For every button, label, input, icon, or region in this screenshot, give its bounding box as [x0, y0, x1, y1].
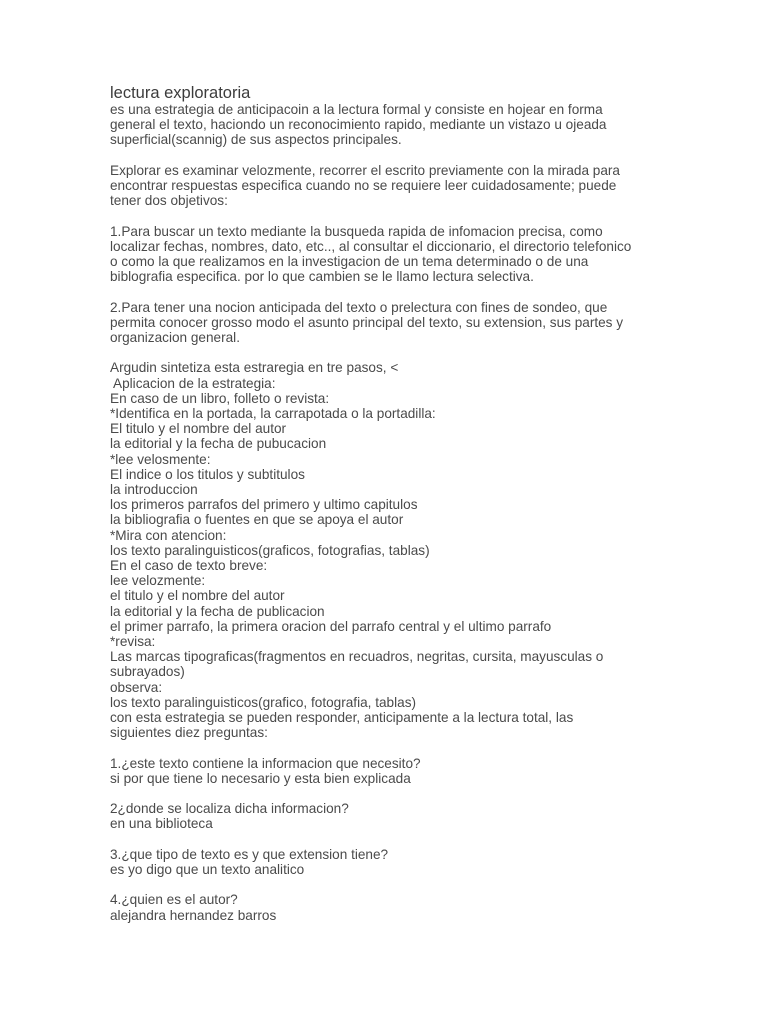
pregunta-3 [110, 847, 750, 877]
text-line: los texto paralinguisticos(grafico, fotografia, tablas) [110, 694, 417, 710]
objetivo-2-paragraph [110, 300, 750, 346]
text-line: el titulo y el nombre del autor [110, 588, 285, 604]
text-line: El titulo y el nombre del autor [110, 421, 287, 437]
intro-paragraph [110, 102, 750, 148]
answer-text: en una biblioteca [110, 816, 213, 832]
question-text: 4.¿quien es el autor? [110, 892, 238, 908]
paragraph-gap [110, 877, 750, 892]
paragraph-gap [110, 832, 750, 847]
text-line: lee velozmente: [110, 573, 206, 589]
text-line: *Mira con atencion: [110, 527, 227, 543]
text-line: siguientes diez preguntas: [110, 725, 268, 741]
text-line: organizacion general. [110, 330, 240, 345]
text-line: subrayados) [110, 664, 185, 680]
paragraph-gap [110, 148, 750, 163]
text-line: con esta estrategia se pueden responder, anticipamente a la lectura total, las [110, 710, 574, 726]
text-line: Explorar es examinar velozmente, recorrer el escrito previamente con la mirada para [110, 162, 620, 178]
paragraph-gap [110, 786, 750, 801]
pregunta-2 [110, 801, 750, 831]
text-line: superficial(scannig) de sus aspectos principales. [110, 132, 402, 148]
text-line: 2.Para tener una nocion anticipada del texto o prelectura con fines de sondeo, que [110, 299, 608, 315]
text-line: el primer parrafo, la primera oracion del parrafo central y el ultimo parrafo [110, 618, 552, 634]
text-line: Aplicacion de la estrategia: [110, 375, 276, 391]
text-line: 1.Para buscar un texto mediante la busqueda rapida de infomacion precisa, como [110, 223, 603, 239]
paragraph-gap [110, 208, 750, 223]
question-text: 3.¿que tipo de texto es y que extension tiene? [110, 846, 389, 862]
paragraph-gap [110, 284, 750, 299]
text-line: los primeros parrafos del primero y ultimo capitulos [110, 497, 418, 513]
text-line: es una estrategia de anticipacoin a la lectura formal y consiste en hojear en forma [110, 102, 603, 117]
text-line: En caso de un libro, folleto o revista: [110, 390, 330, 406]
text-line: Las marcas tipograficas(fragmentos en recuadros, negritas, cursita, mayusculas o [110, 649, 604, 665]
text-line: *revisa: [110, 634, 156, 650]
answer-text: si por que tiene lo necesario y esta bien explicada [110, 770, 411, 786]
text-line: general el texto, haciondo un reconocimiento rapido, mediante un vistazo u ojeada [110, 117, 607, 133]
text-line: localizar fechas, nombres, dato, etc.., al consultar el diccionario, el directorio telefonico [110, 238, 632, 254]
text-line: o como la que realizamos en la investigacion de un tema determinado o de una [110, 254, 589, 269]
pregunta-1 [110, 756, 750, 786]
answer-text: alejandra hernandez barros [110, 907, 277, 923]
estrategia-section [110, 360, 750, 740]
document-title: lectura exploratoria [110, 84, 251, 102]
explorar-paragraph [110, 163, 750, 209]
pregunta-4 [110, 892, 750, 922]
objetivo-1-paragraph [110, 224, 750, 285]
text-line: Argudin sintetiza esta estraregia en tre pasos, < [110, 360, 399, 376]
text-line: tener dos objetivos: [110, 193, 228, 209]
text-line: *Identifica en la portada, la carrapotada o la portadilla: [110, 406, 436, 421]
text-line: los texto paralinguisticos(graficos, fotografias, tablas) [110, 542, 430, 558]
text-line: la introduccion [110, 482, 198, 498]
text-line: observa: [110, 679, 163, 695]
text-line: *lee velosmente: [110, 451, 211, 467]
text-line: encontrar respuestas especifica cuando no se requiere leer cuidadosamente; puede [110, 178, 617, 193]
question-text: 1.¿este texto contiene la informacion que necesito? [110, 755, 421, 771]
text-line: la editorial y la fecha de publicacion [110, 603, 325, 619]
text-line: El indice o los titulos y subtitulos [110, 466, 305, 482]
text-line: la bibliografia o fuentes en que se apoya el autor [110, 512, 404, 528]
answer-text: es yo digo que un texto analitico [110, 862, 305, 878]
text-line: En el caso de texto breve: [110, 558, 268, 574]
question-text: 2¿donde se localiza dicha informacion? [110, 801, 349, 817]
text-line: la editorial y la fecha de pubucacion [110, 436, 327, 452]
text-line: biblografia especifica. por lo que cambien se le llamo lectura selectiva. [110, 269, 534, 285]
paragraph-gap [110, 345, 750, 360]
document-body [110, 84, 750, 923]
paragraph-gap [110, 740, 750, 755]
text-line: permita conocer grosso modo el asunto principal del texto, su extension, sus partes y [110, 314, 624, 330]
